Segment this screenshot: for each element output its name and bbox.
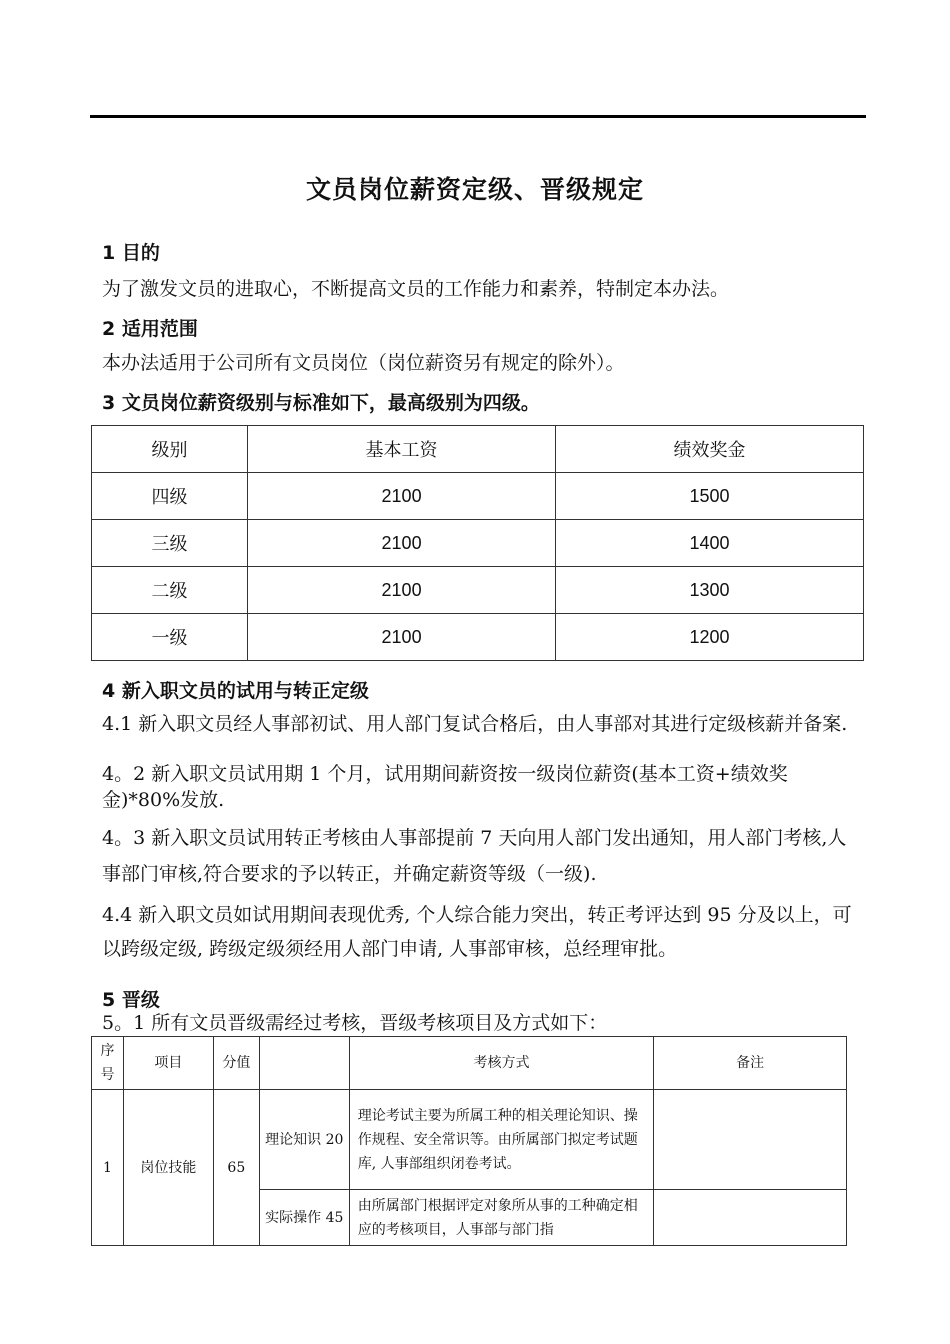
section-3-heading: 3 文员岗位薪资级别与标准如下，最高级别为四级。 [102,392,540,414]
table-cell: 1 [92,1090,124,1246]
table-cell: 1200 [556,614,864,661]
section-1-text: 为了激发文员的进取心，不断提高文员的工作能力和素养，特制定本办法。 [102,278,730,300]
top-rule [90,115,866,118]
table-cell: 四级 [92,473,248,520]
section-2-heading: 2 适用范围 [102,318,198,340]
table-cell: 岗位技能 [123,1090,213,1246]
section-5-1-text: 5。1 所有文员晋级需经过考核，晋级考核项目及方式如下： [102,1012,608,1034]
table-header-cell: 考核方式 [349,1037,654,1090]
section-5-heading: 5 晋级 [102,989,160,1011]
table-header-cell: 基本工资 [248,426,556,473]
section-4-4-text: 4.4 新入职文员如试用期间表现优秀, 个人综合能力突出，转正考评达到 95 分及以上，可以跨级定级, 跨级定级须经用人部门申请, 人事部审核，总经理审批。 [102,904,852,960]
table-cell: 一级 [92,614,248,661]
section-4-2-text: 4。2 新入职文员试用期 1 个月，试用期间薪资按一级岗位薪资(基本工资+绩效奖金)*80%发放. [102,763,788,811]
table-header-cell [259,1037,349,1090]
table-cell: 1400 [556,520,864,567]
table-cell: 1500 [556,473,864,520]
table-header-cell: 备注 [654,1037,847,1090]
assessment-table [91,1036,847,1246]
table-cell: 1300 [556,567,864,614]
table-row [92,1090,847,1190]
page-title: 文员岗位薪资定级、晋级规定 [305,175,644,204]
table-row [92,614,864,661]
table-cell [654,1190,847,1246]
table-cell: 由所属部门根据评定对象所从事的工种确定相应的考核项目，人事部与部门指 [349,1190,654,1246]
table-cell: 2100 [248,473,556,520]
table-cell: 实际操作 45 [259,1190,349,1246]
table-cell: 二级 [92,567,248,614]
table-cell: 理论知识 20 [259,1090,349,1190]
table-cell: 2100 [248,567,556,614]
section-4-3-text: 4。3 新入职文员试用转正考核由人事部提前 7 天向用人部门发出通知，用人部门考核,人事部门审核,符合要求的予以转正，并确定薪资等级（一级). [102,827,847,885]
table-cell: 2100 [248,520,556,567]
table-cell: 2100 [248,614,556,661]
salary-table [91,425,864,661]
table-header-row [92,1037,847,1090]
table-row [92,567,864,614]
table-header-row [92,426,864,473]
table-cell: 65 [213,1090,259,1246]
table-header-cell: 级别 [92,426,248,473]
table-header-cell: 绩效奖金 [556,426,864,473]
table-cell [654,1090,847,1190]
section-4-1-text: 4.1 新入职文员经人事部初试、用人部门复试合格后，由人事部对其进行定级核薪并备案. [102,713,848,735]
section-2-text: 本办法适用于公司所有文员岗位（岗位薪资另有规定的除外）。 [102,352,625,374]
table-cell: 理论考试主要为所属工种的相关理论知识、操作规程、安全常识等。由所属部门拟定考试题库, 人事部组织闭卷考试。 [349,1090,654,1190]
table-header-cell: 序号 [92,1037,124,1090]
section-4-heading: 4 新入职文员的试用与转正定级 [102,680,369,702]
section-1-heading: 1 目的 [102,242,160,264]
table-header-cell: 分值 [213,1037,259,1090]
table-header-cell: 项目 [123,1037,213,1090]
table-row [92,520,864,567]
table-cell: 三级 [92,520,248,567]
table-row [92,473,864,520]
